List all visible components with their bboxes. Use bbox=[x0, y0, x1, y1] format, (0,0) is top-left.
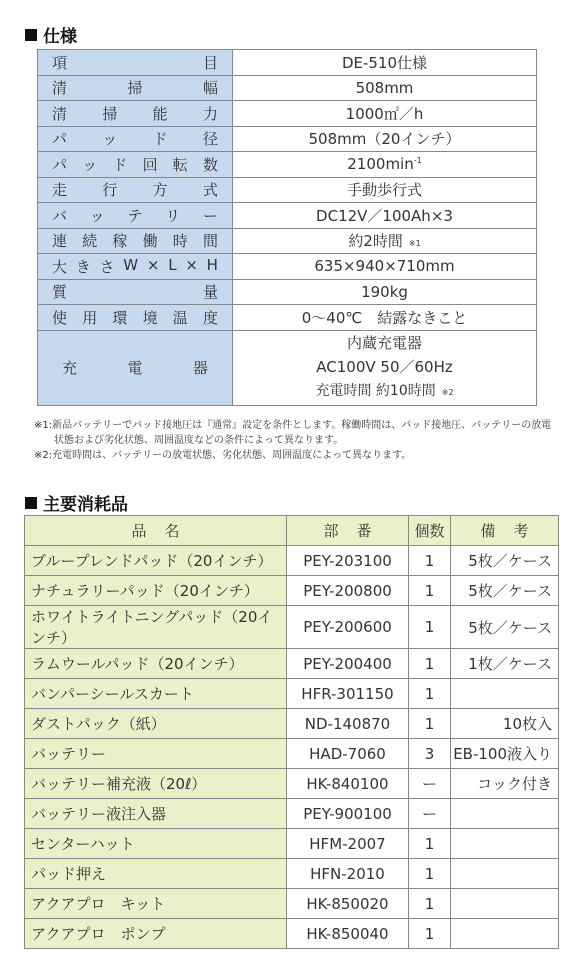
note-line: ※1:新品バッテリーでパッド接地圧は『通常』設定を条件とします。稼働時間は、パッド接地圧、バッテリーの放電 bbox=[34, 420, 552, 431]
label-char: 方 bbox=[152, 181, 168, 200]
label-char: 度 bbox=[202, 308, 218, 327]
consumable-remark: 5枚／ケース bbox=[451, 546, 559, 576]
consumable-part-number: HK-850040 bbox=[287, 919, 409, 949]
spec-value bbox=[233, 279, 537, 305]
label-char: 時 bbox=[172, 232, 188, 251]
spaced-label bbox=[451, 520, 558, 541]
consumable-remark bbox=[451, 829, 559, 859]
label-char: ド bbox=[152, 130, 168, 149]
spec-label bbox=[38, 177, 233, 203]
label-char: パ bbox=[52, 130, 68, 149]
consumables-section-title bbox=[25, 490, 128, 515]
label-char: 質 bbox=[52, 283, 68, 302]
consumable-remark: 5枚／ケース bbox=[451, 576, 559, 606]
spec-label bbox=[38, 228, 233, 254]
column-header bbox=[451, 516, 559, 546]
spec-label bbox=[38, 50, 233, 76]
label-char: 回 bbox=[142, 155, 158, 174]
consumable-part-number: HFR-301150 bbox=[287, 679, 409, 709]
label-char: W bbox=[123, 255, 139, 274]
spec-label bbox=[38, 203, 233, 229]
consumable-row bbox=[25, 919, 559, 949]
consumable-row bbox=[25, 829, 559, 859]
spaced-label bbox=[52, 230, 218, 251]
label-char: き bbox=[75, 257, 91, 276]
label-char: 部 bbox=[323, 522, 339, 540]
consumable-name: バンパーシールスカート bbox=[25, 679, 287, 709]
spec-label bbox=[38, 75, 233, 101]
label-char: テ bbox=[127, 206, 143, 225]
spec-value bbox=[233, 101, 537, 127]
label-char: ッ bbox=[82, 155, 98, 174]
spaced-label bbox=[52, 307, 218, 328]
label-char: 働 bbox=[142, 232, 158, 251]
spec-row bbox=[38, 279, 537, 305]
label-char: 数 bbox=[202, 155, 218, 174]
spaced-label bbox=[52, 128, 218, 149]
label-char: 清 bbox=[52, 104, 68, 123]
label-char: ッ bbox=[102, 130, 118, 149]
label-char: ー bbox=[202, 206, 218, 225]
consumable-part-number: HK-850020 bbox=[287, 889, 409, 919]
spec-value-text: DC12V／100Ah×3 bbox=[316, 206, 453, 225]
charger-time: 充電時間 約10時間 bbox=[315, 382, 436, 399]
spaced-label bbox=[52, 281, 218, 302]
consumable-quantity: 1 bbox=[409, 709, 451, 739]
label-char: さ bbox=[99, 257, 115, 276]
consumable-row bbox=[25, 709, 559, 739]
consumable-row bbox=[25, 859, 559, 889]
note-mark: ※2 bbox=[441, 387, 454, 397]
spec-value-text: 508mm bbox=[355, 78, 414, 97]
label-char: 名 bbox=[164, 522, 180, 540]
consumable-quantity: 1 bbox=[409, 649, 451, 679]
spec-label bbox=[38, 152, 233, 178]
note-line: ※2:充電時間は、バッテリーの放電状態、劣化状態、周囲温度によって異なります。 bbox=[34, 450, 412, 461]
label-char: 行 bbox=[102, 181, 118, 200]
consumable-name: ダストパック（紙） bbox=[25, 709, 287, 739]
consumable-remark bbox=[451, 889, 559, 919]
label-char: 大 bbox=[52, 257, 68, 276]
spec-value: DE-510仕様 bbox=[233, 50, 537, 76]
spec-label bbox=[38, 254, 233, 280]
label-char: 能 bbox=[152, 104, 168, 123]
spec-row bbox=[38, 126, 537, 152]
consumables-table bbox=[24, 515, 559, 949]
label-char: 電 bbox=[127, 359, 143, 377]
label-char: × bbox=[185, 255, 198, 274]
label-char: 境 bbox=[142, 308, 158, 327]
spec-label bbox=[38, 279, 233, 305]
spec-charger-row bbox=[38, 330, 537, 405]
label-char: 目 bbox=[202, 53, 218, 72]
consumable-name: アクアプロ キット bbox=[25, 889, 287, 919]
label-char: L bbox=[168, 255, 177, 274]
spaced-label bbox=[52, 179, 218, 200]
spec-row bbox=[38, 101, 537, 127]
label-char: 転 bbox=[172, 155, 188, 174]
square-bullet-icon bbox=[25, 29, 37, 41]
consumable-quantity: 1 bbox=[409, 889, 451, 919]
consumable-quantity: 1 bbox=[409, 546, 451, 576]
spec-section-title bbox=[25, 22, 77, 47]
consumable-row bbox=[25, 576, 559, 606]
consumable-remark bbox=[451, 799, 559, 829]
consumable-part-number: PEY-203100 bbox=[287, 546, 409, 576]
spaced-label bbox=[52, 77, 218, 98]
label-char: ッ bbox=[89, 206, 105, 225]
spec-value bbox=[233, 228, 537, 254]
spec-label bbox=[38, 305, 233, 331]
consumable-name: バッテリー補充液（20ℓ） bbox=[25, 769, 287, 799]
label-char: 量 bbox=[202, 283, 218, 302]
charger-line: AC100V 50／60Hz bbox=[316, 357, 453, 376]
consumable-part-number: PEY-900100 bbox=[287, 799, 409, 829]
spec-value-text: 手動歩行式 bbox=[346, 181, 422, 200]
consumable-quantity: 3 bbox=[409, 739, 451, 769]
spec-value-text: 635×940×710mm bbox=[314, 257, 455, 276]
spec-value bbox=[233, 254, 537, 280]
consumable-quantity: 1 bbox=[409, 919, 451, 949]
spec-label bbox=[38, 126, 233, 152]
label-char: 式 bbox=[202, 181, 218, 200]
spec-value-text: 0〜40℃ 結露なきこと bbox=[301, 308, 468, 327]
label-char: 充 bbox=[62, 359, 78, 377]
label-char: × bbox=[146, 255, 160, 274]
spec-value-text: 190kg bbox=[361, 282, 408, 301]
consumable-part-number: PEY-200400 bbox=[287, 649, 409, 679]
spec-value-text: 508mm（20インチ） bbox=[308, 130, 461, 149]
spec-label bbox=[38, 101, 233, 127]
consumable-part-number: HK-840100 bbox=[287, 769, 409, 799]
label-char: 品 bbox=[131, 522, 147, 540]
consumable-name: ブループレンドパッド（20インチ） bbox=[25, 546, 287, 576]
spec-value bbox=[233, 330, 537, 405]
consumable-part-number: PEY-200800 bbox=[287, 576, 409, 606]
spec-row bbox=[38, 177, 537, 203]
consumable-name: センターハット bbox=[25, 829, 287, 859]
label-char: 備 bbox=[480, 522, 496, 540]
spec-value bbox=[233, 126, 537, 152]
spec-header-row bbox=[38, 50, 537, 76]
label-char: 連 bbox=[52, 232, 68, 251]
consumable-quantity: ー bbox=[409, 769, 451, 799]
consumable-row bbox=[25, 606, 559, 649]
label-char: 幅 bbox=[202, 79, 218, 98]
label-char: 掃 bbox=[102, 104, 118, 123]
label-char: 力 bbox=[202, 104, 218, 123]
consumable-name: アクアプロ ポンプ bbox=[25, 919, 287, 949]
spec-row bbox=[38, 203, 537, 229]
consumable-remark bbox=[451, 679, 559, 709]
consumable-name: ホワイトライトニングパッド（20インチ） bbox=[25, 606, 287, 649]
consumable-row bbox=[25, 649, 559, 679]
label-char: 環 bbox=[112, 308, 128, 327]
consumable-quantity: ー bbox=[409, 799, 451, 829]
spaced-label bbox=[409, 520, 450, 541]
spec-row bbox=[38, 75, 537, 101]
spec-table bbox=[37, 49, 537, 406]
label-char: リ bbox=[165, 206, 181, 225]
label-char: 考 bbox=[513, 522, 529, 540]
label-char: 個 bbox=[414, 522, 430, 540]
consumable-row bbox=[25, 799, 559, 829]
consumable-name: バッテリー液注入器 bbox=[25, 799, 287, 829]
spec-value bbox=[233, 203, 537, 229]
label-char: 用 bbox=[82, 308, 98, 327]
consumable-row bbox=[25, 679, 559, 709]
consumable-quantity: 1 bbox=[409, 606, 451, 649]
label-char: 走 bbox=[52, 181, 68, 200]
spaced-label bbox=[52, 103, 218, 124]
consumables-header-row bbox=[25, 516, 559, 546]
label-char: ド bbox=[112, 155, 128, 174]
consumables-title-text: 主要消耗品 bbox=[43, 495, 128, 515]
consumable-remark: EB-100液入り bbox=[451, 739, 559, 769]
consumable-part-number: ND-140870 bbox=[287, 709, 409, 739]
note-mark: ※1 bbox=[408, 239, 421, 249]
consumable-remark: 1枚／ケース bbox=[451, 649, 559, 679]
consumable-part-number: HFM-2007 bbox=[287, 829, 409, 859]
consumable-row bbox=[25, 546, 559, 576]
label-char: 続 bbox=[82, 232, 98, 251]
spaced-label bbox=[52, 52, 218, 73]
label-char: バ bbox=[52, 206, 68, 225]
spaced-label bbox=[287, 520, 408, 541]
spec-row bbox=[38, 228, 537, 254]
spec-row bbox=[38, 152, 537, 178]
consumable-remark: 10枚入 bbox=[451, 709, 559, 739]
charger-line: 内蔵充電器 bbox=[346, 333, 422, 352]
consumable-row bbox=[25, 769, 559, 799]
spec-notes bbox=[34, 418, 551, 463]
label-char: H bbox=[206, 255, 218, 274]
column-header bbox=[287, 516, 409, 546]
spaced-label bbox=[52, 205, 218, 226]
spec-value bbox=[233, 177, 537, 203]
consumable-part-number: PEY-200600 bbox=[287, 606, 409, 649]
column-header bbox=[409, 516, 451, 546]
spec-label bbox=[38, 330, 233, 405]
consumable-remark: コック付き bbox=[451, 769, 559, 799]
consumable-remark bbox=[451, 859, 559, 889]
consumable-quantity: 1 bbox=[409, 859, 451, 889]
spec-value bbox=[233, 305, 537, 331]
label-char: 使 bbox=[52, 308, 68, 327]
label-char: 掃 bbox=[127, 79, 143, 98]
consumable-name: パッド押え bbox=[25, 859, 287, 889]
label-char: パ bbox=[52, 155, 68, 174]
label-char: 径 bbox=[202, 130, 218, 149]
consumable-row bbox=[25, 739, 559, 769]
label-char: 器 bbox=[192, 359, 208, 377]
consumable-name: ラムウールパッド（20インチ） bbox=[25, 649, 287, 679]
spec-value-text: 1000㎡／h bbox=[345, 104, 424, 123]
spaced-label bbox=[52, 357, 218, 378]
note-line: 状態および劣化状態、周囲温度などの条件によって異なります。 bbox=[34, 435, 344, 446]
spec-value-text: 2100min bbox=[347, 155, 414, 174]
column-header bbox=[25, 516, 287, 546]
label-char: 稼 bbox=[112, 232, 128, 251]
square-bullet-icon bbox=[25, 497, 37, 509]
label-char: 番 bbox=[356, 522, 372, 540]
consumable-row bbox=[25, 889, 559, 919]
spec-title-text: 仕様 bbox=[43, 27, 77, 47]
consumable-part-number: HFN-2010 bbox=[287, 859, 409, 889]
charger-line bbox=[233, 379, 536, 405]
consumable-name: バッテリー bbox=[25, 739, 287, 769]
label-char: 数 bbox=[429, 522, 445, 540]
consumable-quantity: 1 bbox=[409, 829, 451, 859]
spec-value-text: 約2時間 bbox=[348, 232, 403, 251]
spaced-label bbox=[52, 154, 218, 175]
label-char: 清 bbox=[52, 79, 68, 98]
consumable-quantity: 1 bbox=[409, 679, 451, 709]
consumable-remark: 5枚／ケース bbox=[451, 606, 559, 649]
consumable-part-number: HAD-7060 bbox=[287, 739, 409, 769]
spec-row bbox=[38, 305, 537, 331]
label-char: 温 bbox=[172, 308, 188, 327]
superscript: -1 bbox=[413, 156, 422, 166]
consumable-remark bbox=[451, 919, 559, 949]
consumable-quantity: 1 bbox=[409, 576, 451, 606]
spec-value bbox=[233, 75, 537, 101]
label-char: 間 bbox=[202, 232, 218, 251]
spec-value bbox=[233, 152, 537, 178]
spec-row bbox=[38, 254, 537, 280]
consumable-name: ナチュラリーパッド（20インチ） bbox=[25, 576, 287, 606]
spaced-label bbox=[52, 256, 218, 277]
label-char: 項 bbox=[52, 53, 68, 72]
spaced-label bbox=[25, 520, 286, 541]
